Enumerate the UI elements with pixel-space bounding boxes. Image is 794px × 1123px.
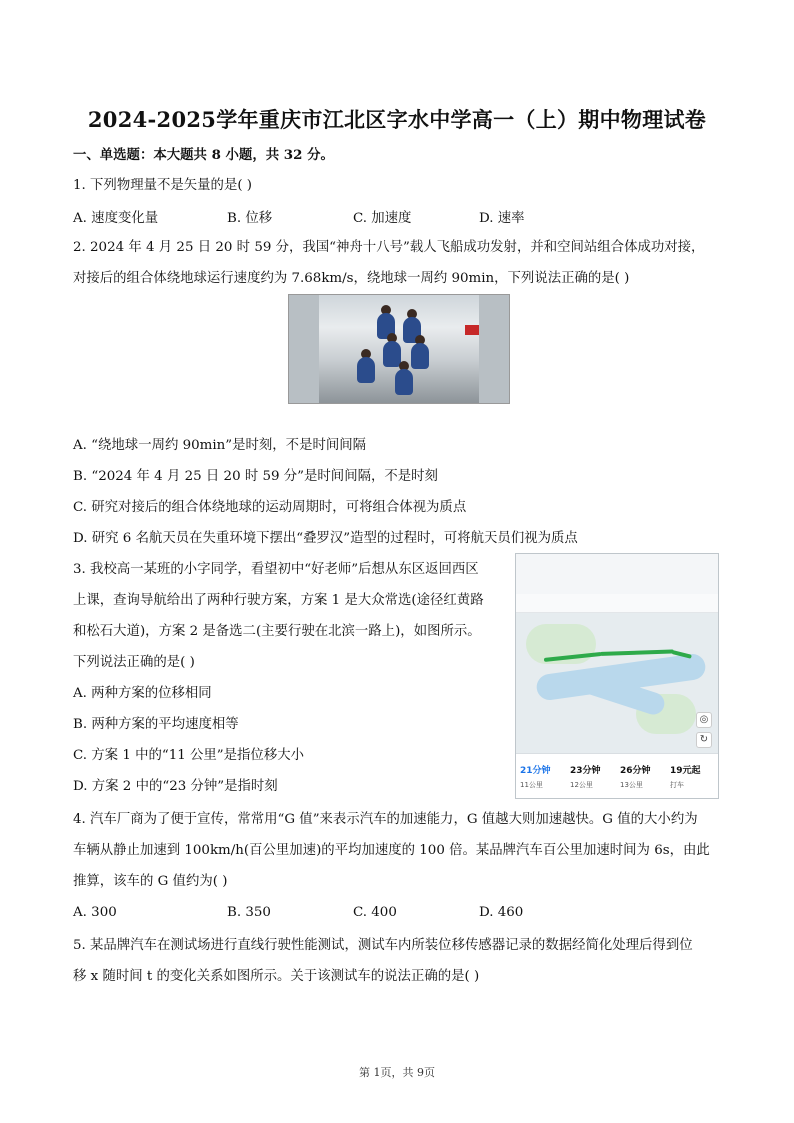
q3-option-b: B. 两种方案的平均速度相等 bbox=[73, 717, 239, 732]
map-tabs bbox=[516, 594, 718, 613]
map-search-bar bbox=[516, 554, 718, 595]
question-5-stem-line1: 5. 某品牌汽车在测试场进行直线行驶性能测试，测试车内所装位移传感器记录的数据经简化处理后得到位 bbox=[73, 938, 693, 953]
q1-option-a: A. 速度变化量 bbox=[73, 211, 159, 226]
navigation-map-screenshot bbox=[515, 553, 719, 799]
q3-option-d: D. 方案 2 中的“23 分钟”是指时刻 bbox=[73, 779, 278, 794]
q2-option-b: B. “2024 年 4 月 25 日 20 时 59 分”是时间间隔，不是时刻 bbox=[73, 469, 438, 484]
question-2-stem-line1: 2. 2024 年 4 月 25 日 20 时 59 分，我国“神舟十八号”载人飞船成功发射，并和空间站组合体成功对接， bbox=[73, 240, 705, 255]
question-1-stem: 1. 下列物理量不是矢量的是( ) bbox=[73, 178, 253, 193]
route-option-2-distance: 12公里 bbox=[570, 781, 593, 789]
astronauts-photo bbox=[288, 294, 510, 404]
route-option-3-distance: 13公里 bbox=[620, 781, 643, 789]
q2-option-d: D. 研究 6 名航天员在失重环境下摆出“叠罗汉”造型的过程时，可将航天员们视为质点 bbox=[73, 531, 578, 546]
map-refresh-icon[interactable]: ↻ bbox=[696, 732, 712, 748]
question-4-stem-line3: 推算，该车的 G 值约为( ) bbox=[73, 874, 228, 889]
question-3-stem-line1: 3. 我校高一某班的小字同学，看望初中“好老师”后想从东区返回西区 bbox=[73, 562, 479, 577]
route-option-1-distance: 11公里 bbox=[520, 781, 543, 789]
q3-option-a: A. 两种方案的位移相同 bbox=[73, 686, 212, 701]
q1-option-b: B. 位移 bbox=[227, 211, 273, 226]
q3-option-c: C. 方案 1 中的“11 公里”是指位移大小 bbox=[73, 748, 304, 763]
section-heading: 一、单选题：本大题共 8 小题，共 32 分。 bbox=[73, 147, 334, 163]
q2-option-c: C. 研究对接后的组合体绕地球的运动周期时，可将组合体视为质点 bbox=[73, 500, 467, 515]
question-3-stem-line3: 和松石大道)，方案 2 是备选二(主要行驶在北滨一路上)，如图所示。 bbox=[73, 624, 481, 639]
q2-option-a: A. “绕地球一周约 90min”是时刻，不是时间间隔 bbox=[73, 438, 367, 453]
q4-option-d: D. 460 bbox=[479, 905, 524, 920]
q1-option-d: D. 速率 bbox=[479, 211, 525, 226]
route-option-taxi-price[interactable]: 19元起 bbox=[670, 766, 701, 776]
route-option-taxi-label: 打车 bbox=[670, 781, 684, 789]
route-option-3-time[interactable]: 26分钟 bbox=[620, 766, 651, 776]
question-3-stem-line4: 下列说法正确的是( ) bbox=[73, 655, 195, 670]
question-3-stem-line2: 上课，查询导航给出了两种行驶方案，方案 1 是大众常选(途径红黄路 bbox=[73, 593, 484, 608]
question-4-stem-line1: 4. 汽车厂商为了便于宣传，常常用“G 值”来表示汽车的加速能力，G 值越大则加速越快。G 值的大小约为 bbox=[73, 812, 698, 827]
exam-title: 2024-2025学年重庆市江北区字水中学高一（上）期中物理试卷 bbox=[87, 107, 707, 132]
q4-option-b: B. 350 bbox=[227, 905, 271, 920]
page-footer: 第 1页，共 9页 bbox=[359, 1066, 435, 1079]
question-2-stem-line2: 对接后的组合体绕地球运行速度约为 7.68km/s，绕地球一周约 90min，下列说法正确的是( ) bbox=[73, 271, 630, 286]
question-4-stem-line2: 车辆从静止加速到 100km/h(百公里加速)的平均加速度的 100 倍。某品牌汽车百公里加速时间为 6s，由此 bbox=[73, 843, 710, 858]
q4-option-a: A. 300 bbox=[73, 905, 117, 920]
q1-option-c: C. 加速度 bbox=[353, 211, 412, 226]
q4-option-c: C. 400 bbox=[353, 905, 397, 920]
map-locate-icon[interactable]: ◎ bbox=[696, 712, 712, 728]
route-option-1-time[interactable]: 21分钟 bbox=[520, 766, 551, 776]
question-5-stem-line2: 移 x 随时间 t 的变化关系如图所示。关于该测试车的说法正确的是( ) bbox=[73, 969, 480, 984]
route-option-2-time[interactable]: 23分钟 bbox=[570, 766, 601, 776]
